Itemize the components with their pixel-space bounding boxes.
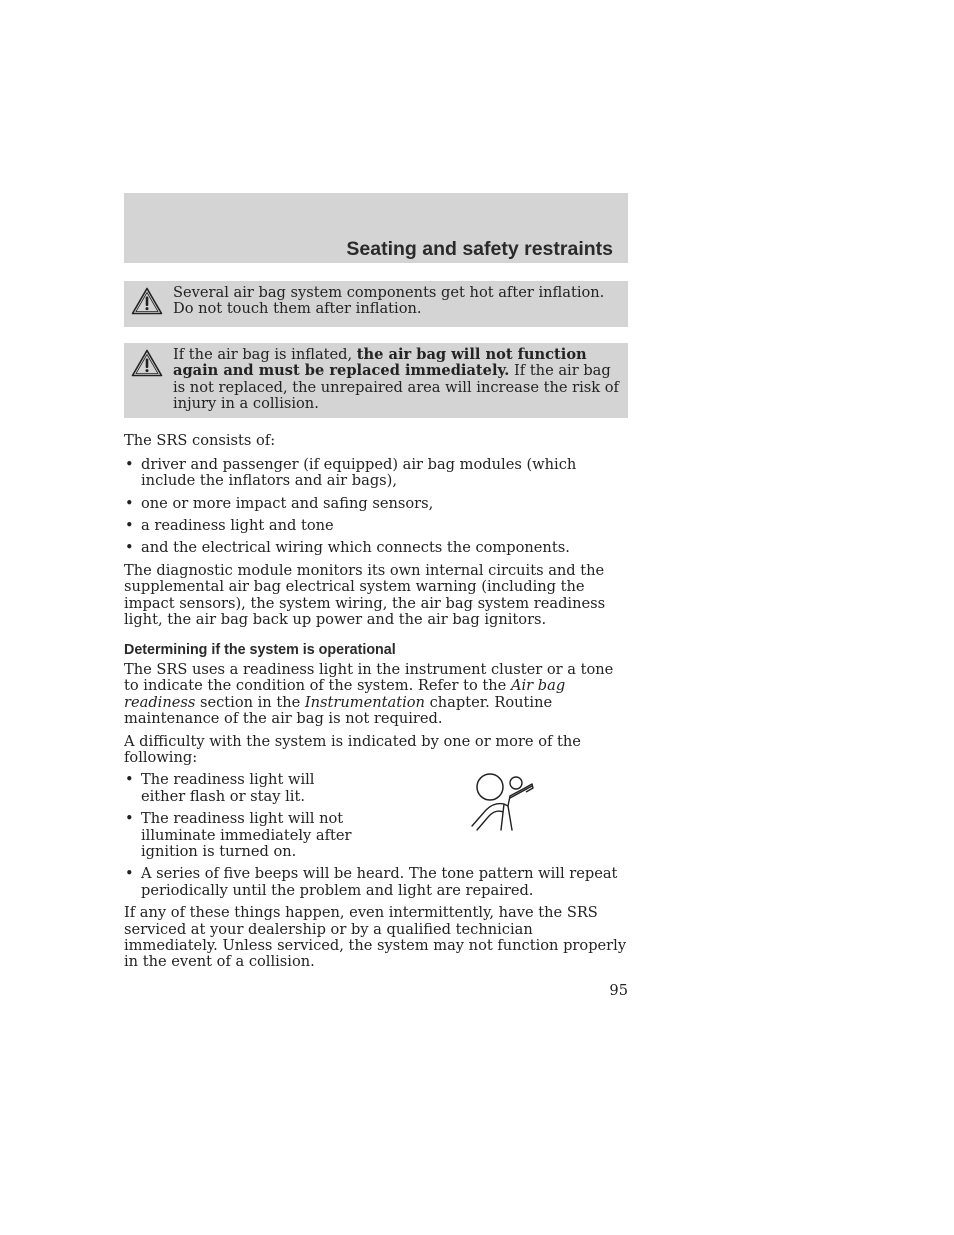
- bullet: •: [125, 865, 134, 883]
- list-item-text: A series of five beeps will be heard. The tone pattern will repeat periodically until the problem and light are repaired.: [141, 865, 618, 899]
- bullet: •: [125, 517, 134, 535]
- section-title: Seating and safety restraints: [346, 237, 613, 260]
- list-item: [124, 540, 628, 556]
- srs-intro: The SRS consists of:: [124, 432, 276, 450]
- list-item-text: The readiness light will either flash or stay lit.: [141, 771, 315, 805]
- list-item-text: The readiness light will not illuminate immediately after ignition is turned on.: [141, 810, 352, 860]
- srs-components-list: [124, 457, 628, 557]
- operational-text-post: chapter. Routine maintenance of the air bag is not required.: [124, 693, 553, 728]
- bullet: •: [125, 810, 134, 828]
- bullet: •: [125, 771, 134, 789]
- warning-text-hot-components: Several air bag system components get hot after inflation. Do not touch them after inflation.: [173, 284, 605, 318]
- warning-triangle-icon: [131, 287, 163, 315]
- list-item-text: and the electrical wiring which connects the components.: [141, 539, 570, 557]
- list-item: [124, 496, 628, 512]
- difficulty-paragraph: A difficulty with the system is indicated by one or more of the following:: [124, 732, 581, 766]
- airbag-readiness-ref: Air bag readiness: [124, 677, 566, 711]
- page-number: 95: [609, 982, 628, 999]
- list-item: [124, 457, 628, 490]
- list-item: [124, 772, 628, 805]
- instrumentation-ref: Instrumentation: [304, 693, 425, 711]
- warning-box-hot-components: [124, 281, 628, 327]
- readiness-symptoms-list: [124, 772, 628, 860]
- bullet: •: [125, 455, 134, 473]
- bullet: •: [125, 494, 134, 512]
- readiness-section: [124, 772, 628, 899]
- diagnostic-paragraph: The diagnostic module monitors its own internal circuits and the supplemental air bag electrical system warning (including the impact sensors), the system wiring, the air bag system readiness light, the air bag back up power and the air bag ignitors.: [124, 561, 606, 629]
- warning-text-inflated-airbag: [173, 347, 621, 413]
- bullet: •: [125, 539, 134, 557]
- warning-triangle-icon: [131, 349, 163, 377]
- list-item-text: driver and passenger (if equipped) air bag modules (which include the inflators and air bags),: [141, 455, 577, 490]
- operational-paragraph: [124, 662, 628, 728]
- closing-paragraph: If any of these things happen, even intermittently, have the SRS serviced at your dealership or by a qualified technician immediately. Unless serviced, the system may not function properly in the event of a collision.: [124, 904, 627, 971]
- warning-text-bold: the air bag will not function again and must be replaced immediately.: [173, 345, 587, 380]
- tone-symptom-list: [124, 866, 628, 899]
- section-header-band: [124, 193, 628, 263]
- warning-box-inflated-airbag: [124, 343, 628, 419]
- operational-text-pre: The SRS uses a readiness light in the instrument cluster or a tone to indicate the condition of the system. Refer to the: [124, 660, 614, 695]
- page-content: [124, 193, 628, 971]
- operational-heading: Determining if the system is operational: [124, 641, 396, 658]
- list-item: [124, 811, 628, 860]
- warning-text-post: If the air bag is not replaced, the unrepaired area will increase the risk of injury in a collision.: [173, 362, 619, 413]
- operational-text-mid: section in the: [195, 693, 305, 711]
- list-item-text: a readiness light and tone: [141, 517, 334, 535]
- list-item: [124, 866, 628, 899]
- list-item: [124, 518, 628, 534]
- warning-text-pre: If the air bag is inflated,: [173, 345, 357, 363]
- list-item-text: one or more impact and safing sensors,: [141, 494, 434, 512]
